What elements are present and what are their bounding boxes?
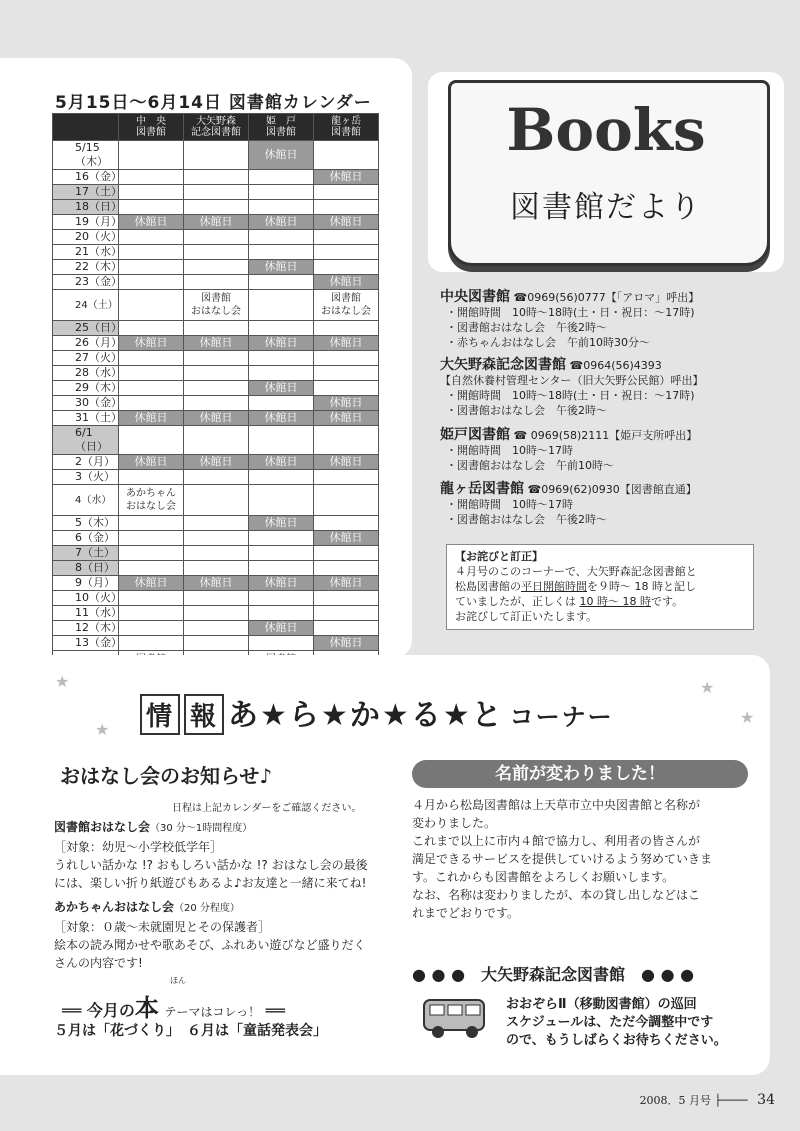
- calendar-header: 大矢野森 記念図書館: [184, 114, 249, 141]
- calendar-header: 姫 戸 図書館: [249, 114, 314, 141]
- calendar-row: [53, 200, 379, 215]
- calendar-row: [53, 411, 379, 426]
- star-icon: ★: [700, 678, 715, 697]
- calendar-cell: [119, 561, 184, 576]
- calendar-date: 4（水）: [53, 485, 119, 516]
- calendar-row: [53, 470, 379, 485]
- closed-day-cell: 休館日: [249, 381, 314, 396]
- calendar-cell: [184, 351, 249, 366]
- library-name: 姫戸図書館: [440, 427, 510, 443]
- calendar-cell: [119, 275, 184, 290]
- calendar-cell: [119, 426, 184, 455]
- calendar-cell: [184, 516, 249, 531]
- calendar-row: [53, 561, 379, 576]
- calendar-row: [53, 485, 379, 516]
- calendar-row: [53, 455, 379, 470]
- library-line: ・開館時間 10時～18時(土・日・祝日：～17時): [446, 306, 695, 319]
- library-note: 【自然休養村管理センター（旧大矢野公民館）呼出】: [440, 374, 704, 387]
- library-oyano: [440, 358, 780, 418]
- calendar-cell: [249, 230, 314, 245]
- calendar-cell: [249, 170, 314, 185]
- calendar-row: [53, 516, 379, 531]
- notice-line: 松島図書館の平日開館時間を９時～ 18 時と記し: [455, 580, 696, 593]
- calendar-cell: [249, 275, 314, 290]
- calendar-date: 3（火）: [53, 470, 119, 485]
- calendar-row: [53, 366, 379, 381]
- calendar-cell: [249, 290, 314, 321]
- calendar-cell: [249, 591, 314, 606]
- calendar-cell: [249, 366, 314, 381]
- calendar-cell: [184, 260, 249, 275]
- calendar-cell: [119, 230, 184, 245]
- notice-line: ていましたが、正しくは 10 時～ 18 時です。: [455, 595, 684, 608]
- closed-day-cell: 休館日: [314, 411, 379, 426]
- calendar-date: 29（木）: [53, 381, 119, 396]
- closed-day-cell: 休館日: [314, 396, 379, 411]
- calendar-cell: [184, 591, 249, 606]
- calendar-cell: [184, 230, 249, 245]
- calendar-date: 23（金）: [53, 275, 119, 290]
- calendar-cell: [119, 546, 184, 561]
- closed-day-cell: 休館日: [184, 411, 249, 426]
- mobile-library-bus-icon: [420, 994, 490, 1040]
- calendar-row: [53, 636, 379, 651]
- calendar-header: 龍ヶ岳 図書館: [314, 114, 379, 141]
- calendar-cell: [314, 351, 379, 366]
- calendar-cell: [249, 321, 314, 336]
- notice-title: 【お詫びと訂正】: [455, 550, 543, 563]
- calendar-date: 8（日）: [53, 561, 119, 576]
- calendar-cell: [184, 366, 249, 381]
- star-icon: ★: [55, 672, 70, 691]
- calendar-date: 13（金）: [53, 636, 119, 651]
- calendar-date: 5/15（木）: [53, 141, 119, 170]
- closed-day-cell: 休館日: [119, 336, 184, 351]
- calendar-date: 7（土）: [53, 546, 119, 561]
- closed-day-cell: 休館日: [314, 215, 379, 230]
- header-blank: [53, 114, 119, 141]
- calendar-date: 26（月）: [53, 336, 119, 351]
- calendar-header: 中 央 図書館: [119, 114, 184, 141]
- calendar-cell: [314, 141, 379, 170]
- library-himedo: [440, 428, 780, 473]
- library-line: ・開館時間 10時～18時(土・日・祝日：～17時): [446, 389, 695, 402]
- calendar-cell: [249, 351, 314, 366]
- calendar-cell: [119, 470, 184, 485]
- calendar-row: [53, 546, 379, 561]
- calendar-row: [53, 591, 379, 606]
- library-central: [440, 290, 780, 350]
- calendar-date: 28（水）: [53, 366, 119, 381]
- calendar-row: [53, 170, 379, 185]
- closed-day-cell: 休館日: [184, 215, 249, 230]
- closed-day-cell: 休館日: [249, 516, 314, 531]
- calendar-cell: [314, 245, 379, 260]
- calendar-cell: [119, 396, 184, 411]
- calendar-row: [53, 426, 379, 455]
- calendar-cell: 図書館 おはなし会: [184, 290, 249, 321]
- notice-line: ４月号のこのコーナーで、大矢野森記念図書館と: [455, 565, 697, 578]
- books-subtitle: 図書館だより: [510, 190, 702, 225]
- ohanashi-heading: おはなし会のお知らせ♪: [60, 764, 273, 788]
- calendar-cell: [119, 351, 184, 366]
- calendar-date: 2（月）: [53, 455, 119, 470]
- calendar-cell: [184, 606, 249, 621]
- calendar-cell: [314, 260, 379, 275]
- calendar-cell: [184, 170, 249, 185]
- calendar-cell: [314, 426, 379, 455]
- calendar-cell: [314, 516, 379, 531]
- star-icon: ★: [740, 708, 755, 727]
- library-name: 龍ヶ岳図書館: [440, 481, 524, 497]
- calendar-cell: [314, 200, 379, 215]
- library-calendar-table: [52, 113, 379, 682]
- calendar-cell: 図書館 おはなし会: [314, 290, 379, 321]
- calendar-cell: [249, 485, 314, 516]
- corner-title-main: あ★ら★か★る★と: [228, 698, 504, 733]
- calendar-cell: [119, 366, 184, 381]
- calendar-cell: [184, 381, 249, 396]
- library-line: ・開館時間 10時～17時: [446, 498, 573, 511]
- closed-day-cell: 休館日: [314, 636, 379, 651]
- calendar-cell: [184, 141, 249, 170]
- calendar-date: 11（水）: [53, 606, 119, 621]
- calendar-cell: [119, 200, 184, 215]
- calendar-cell: [184, 426, 249, 455]
- calendar-row: [53, 260, 379, 275]
- calendar-cell: [119, 606, 184, 621]
- library-line: ・図書館おはなし会 午前10時～: [446, 459, 614, 472]
- calendar-row: [53, 245, 379, 260]
- library-tel: ☎ 0969(58)2111【姫戸支所呼出】: [513, 429, 698, 442]
- closed-day-cell: 休館日: [314, 576, 379, 591]
- monthly-book-heading: ══ 今月の本 テーマはコレっ！ ══: [62, 994, 285, 1022]
- calendar-cell: [184, 321, 249, 336]
- library-tel: ☎0964(56)4393: [569, 359, 662, 372]
- calendar-row: [53, 606, 379, 621]
- calendar-cell: [184, 245, 249, 260]
- calendar-cell: [119, 531, 184, 546]
- closed-day-cell: 休館日: [119, 576, 184, 591]
- calendar-cell: [314, 485, 379, 516]
- closed-day-cell: 休館日: [184, 455, 249, 470]
- mobile-library-notice: おおぞらⅡ（移動図書館）の巡回 スケジュールは、ただ今調整中です ので、もうしばらくお待ちください。: [506, 997, 727, 1048]
- library-line: ・図書館おはなし会 午後2時～: [446, 404, 607, 417]
- calendar-row: [53, 275, 379, 290]
- closed-day-cell: 休館日: [249, 260, 314, 275]
- calendar-cell: [314, 470, 379, 485]
- rename-heading: 名前が変わりました！: [412, 760, 748, 788]
- calendar-date: 6（金）: [53, 531, 119, 546]
- closed-day-cell: 休館日: [249, 455, 314, 470]
- calendar-cell: [249, 426, 314, 455]
- calendar-cell: [249, 396, 314, 411]
- calendar-cell: [119, 141, 184, 170]
- calendar-cell: [119, 621, 184, 636]
- library-line: ・図書館おはなし会 午後2時～: [446, 321, 607, 334]
- calendar-row: [53, 381, 379, 396]
- calendar-cell: [249, 561, 314, 576]
- calendar-cell: [249, 200, 314, 215]
- calendar-cell: [314, 621, 379, 636]
- calendar-cell: [249, 245, 314, 260]
- calendar-cell: [184, 396, 249, 411]
- calendar-row: [53, 576, 379, 591]
- calendar-cell: [119, 381, 184, 396]
- closed-day-cell: 休館日: [184, 336, 249, 351]
- calendar-cell: [249, 470, 314, 485]
- calendar-row: [53, 621, 379, 636]
- calendar-cell: [314, 381, 379, 396]
- calendar-date: 17（土）: [53, 185, 119, 200]
- calendar-date: 25（日）: [53, 321, 119, 336]
- calendar-cell: [314, 366, 379, 381]
- calendar-row: [53, 185, 379, 200]
- star-icon: ★: [95, 720, 110, 739]
- calendar-date: 10（火）: [53, 591, 119, 606]
- library-line: ・図書館おはなし会 午後2時～: [446, 513, 607, 526]
- calendar-cell: [314, 606, 379, 621]
- calendar-cell: [249, 531, 314, 546]
- closed-day-cell: 休館日: [184, 576, 249, 591]
- calendar-date: 21（水）: [53, 245, 119, 260]
- calendar-date: 5（木）: [53, 516, 119, 531]
- calendar-cell: [184, 185, 249, 200]
- calendar-cell: [119, 290, 184, 321]
- calendar-cell: [119, 591, 184, 606]
- closed-day-cell: 休館日: [249, 336, 314, 351]
- calendar-date: 18（日）: [53, 200, 119, 215]
- library-name: 中央図書館: [440, 289, 510, 305]
- calendar-cell: [119, 516, 184, 531]
- calendar-title: 5月15日～6月14日 図書館カレンダー: [55, 93, 372, 113]
- calendar-cell: [184, 200, 249, 215]
- calendar-cell: [184, 470, 249, 485]
- closed-day-cell: 休館日: [119, 215, 184, 230]
- calendar-date: 9（月）: [53, 576, 119, 591]
- calendar-row: [53, 351, 379, 366]
- calendar-date: 16（金）: [53, 170, 119, 185]
- calendar-date: 27（火）: [53, 351, 119, 366]
- calendar-date: 31（土）: [53, 411, 119, 426]
- calendar-cell: [119, 260, 184, 275]
- calendar-cell: [119, 321, 184, 336]
- calendar-date: 20（火）: [53, 230, 119, 245]
- page-footer: 2008．5 月号 ├──── 34: [639, 1092, 775, 1108]
- calendar-row: [53, 215, 379, 230]
- closed-day-cell: 休館日: [249, 215, 314, 230]
- calendar-cell: [184, 485, 249, 516]
- calendar-cell: [314, 321, 379, 336]
- calendar-cell: [184, 275, 249, 290]
- calendar-row: [53, 336, 379, 351]
- monthly-book-themes: ５月は「花づくり」 ６月は「童話発表会」: [54, 1023, 327, 1039]
- closed-day-cell: 休館日: [119, 411, 184, 426]
- calendar-date: 12（木）: [53, 621, 119, 636]
- closed-day-cell: 休館日: [314, 531, 379, 546]
- ohanashi-note: 日程は上記カレンダーをご確認ください。: [172, 803, 362, 814]
- ohanashi-item-baby: あかちゃんおはなし会（20 分程度） ［対象：０歳～未就園児とその保護者］ 絵本の読み聞かせや歌あそび、ふれあい遊びなど盛りだく さんの内容です!: [54, 900, 366, 970]
- books-banner: [428, 72, 784, 272]
- calendar-cell: [314, 561, 379, 576]
- closed-day-cell: 休館日: [314, 336, 379, 351]
- closed-day-cell: 休館日: [314, 455, 379, 470]
- books-word: Books: [506, 96, 706, 164]
- calendar-row: [53, 290, 379, 321]
- ohanashi-item-library: 図書館おはなし会（30 分～1時間程度） ［対象：幼児～小学校低学年］ うれしい話かな !? おもしろい話かな !? おはなし会の最後 には、楽しい折り紙遊びもあるよ♪お友達と一緒に来てね!: [54, 820, 368, 890]
- calendar-cell: [184, 561, 249, 576]
- library-line: ・赤ちゃんおはなし会 午前10時30分～: [446, 336, 650, 349]
- notice-line: お詫びして訂正いたします。: [455, 610, 598, 623]
- corner-title: 情 報 あ★ら★か★る★と コーナー: [140, 690, 614, 735]
- calendar-date: 30（金）: [53, 396, 119, 411]
- library-name: 大矢野森記念図書館: [440, 357, 566, 373]
- calendar-date: 19（月）: [53, 215, 119, 230]
- closed-day-cell: 休館日: [249, 141, 314, 170]
- calendar-cell: [119, 185, 184, 200]
- library-tel: ☎0969(56)0777【「アロマ」呼出】: [513, 291, 700, 304]
- calendar-cell: [119, 636, 184, 651]
- calendar-row: [53, 230, 379, 245]
- calendar-cell: [119, 170, 184, 185]
- calendar-date: 6/1（日）: [53, 426, 119, 455]
- calendar-date: 24（土）: [53, 290, 119, 321]
- page-number: 34: [757, 1092, 775, 1108]
- calendar-cell: [184, 531, 249, 546]
- calendar-date: 22（木）: [53, 260, 119, 275]
- calendar-row: [53, 141, 379, 170]
- closed-day-cell: 休館日: [119, 455, 184, 470]
- correction-notice: [446, 544, 754, 630]
- calendar-cell: [249, 636, 314, 651]
- closed-day-cell: 休館日: [314, 275, 379, 290]
- calendar-cell: [314, 185, 379, 200]
- oyano-heading: ● ● ● 大矢野森記念図書館 ● ● ●: [412, 965, 695, 984]
- calendar-cell: [314, 230, 379, 245]
- calendar-row: [53, 531, 379, 546]
- rename-body: ４月から松島図書館は上天草市立中央図書館と名称が 変わりました。 これまで以上に市内４館で協力し、利用者の皆さんが 満足できるサービスを提供していけるよう努めていきま す。これからも図書館をよろしくお願いします。 なお、名称は変わりましたが、本の貸し出しなどはこ れまでどおりです。: [412, 798, 713, 920]
- calendar-cell: [119, 245, 184, 260]
- calendar-cell: [314, 591, 379, 606]
- closed-day-cell: 休館日: [314, 170, 379, 185]
- corner-title-sub: コーナー: [509, 703, 614, 731]
- calendar-cell: あかちゃん おはなし会: [119, 485, 184, 516]
- calendar-cell: [249, 185, 314, 200]
- calendar-cell: [184, 621, 249, 636]
- calendar-cell: [249, 606, 314, 621]
- closed-day-cell: 休館日: [249, 411, 314, 426]
- calendar-row: [53, 396, 379, 411]
- closed-day-cell: 休館日: [249, 621, 314, 636]
- library-ryugatake: [440, 482, 780, 527]
- closed-day-cell: 休館日: [249, 576, 314, 591]
- calendar-cell: [184, 546, 249, 561]
- calendar-cell: [184, 636, 249, 651]
- calendar-row: [53, 321, 379, 336]
- library-tel: ☎0969(62)0930【図書館直通】: [527, 483, 697, 496]
- library-line: ・開館時間 10時～17時: [446, 444, 573, 457]
- calendar-cell: [249, 546, 314, 561]
- calendar-cell: [314, 546, 379, 561]
- ruby-hon: ほん: [170, 976, 186, 985]
